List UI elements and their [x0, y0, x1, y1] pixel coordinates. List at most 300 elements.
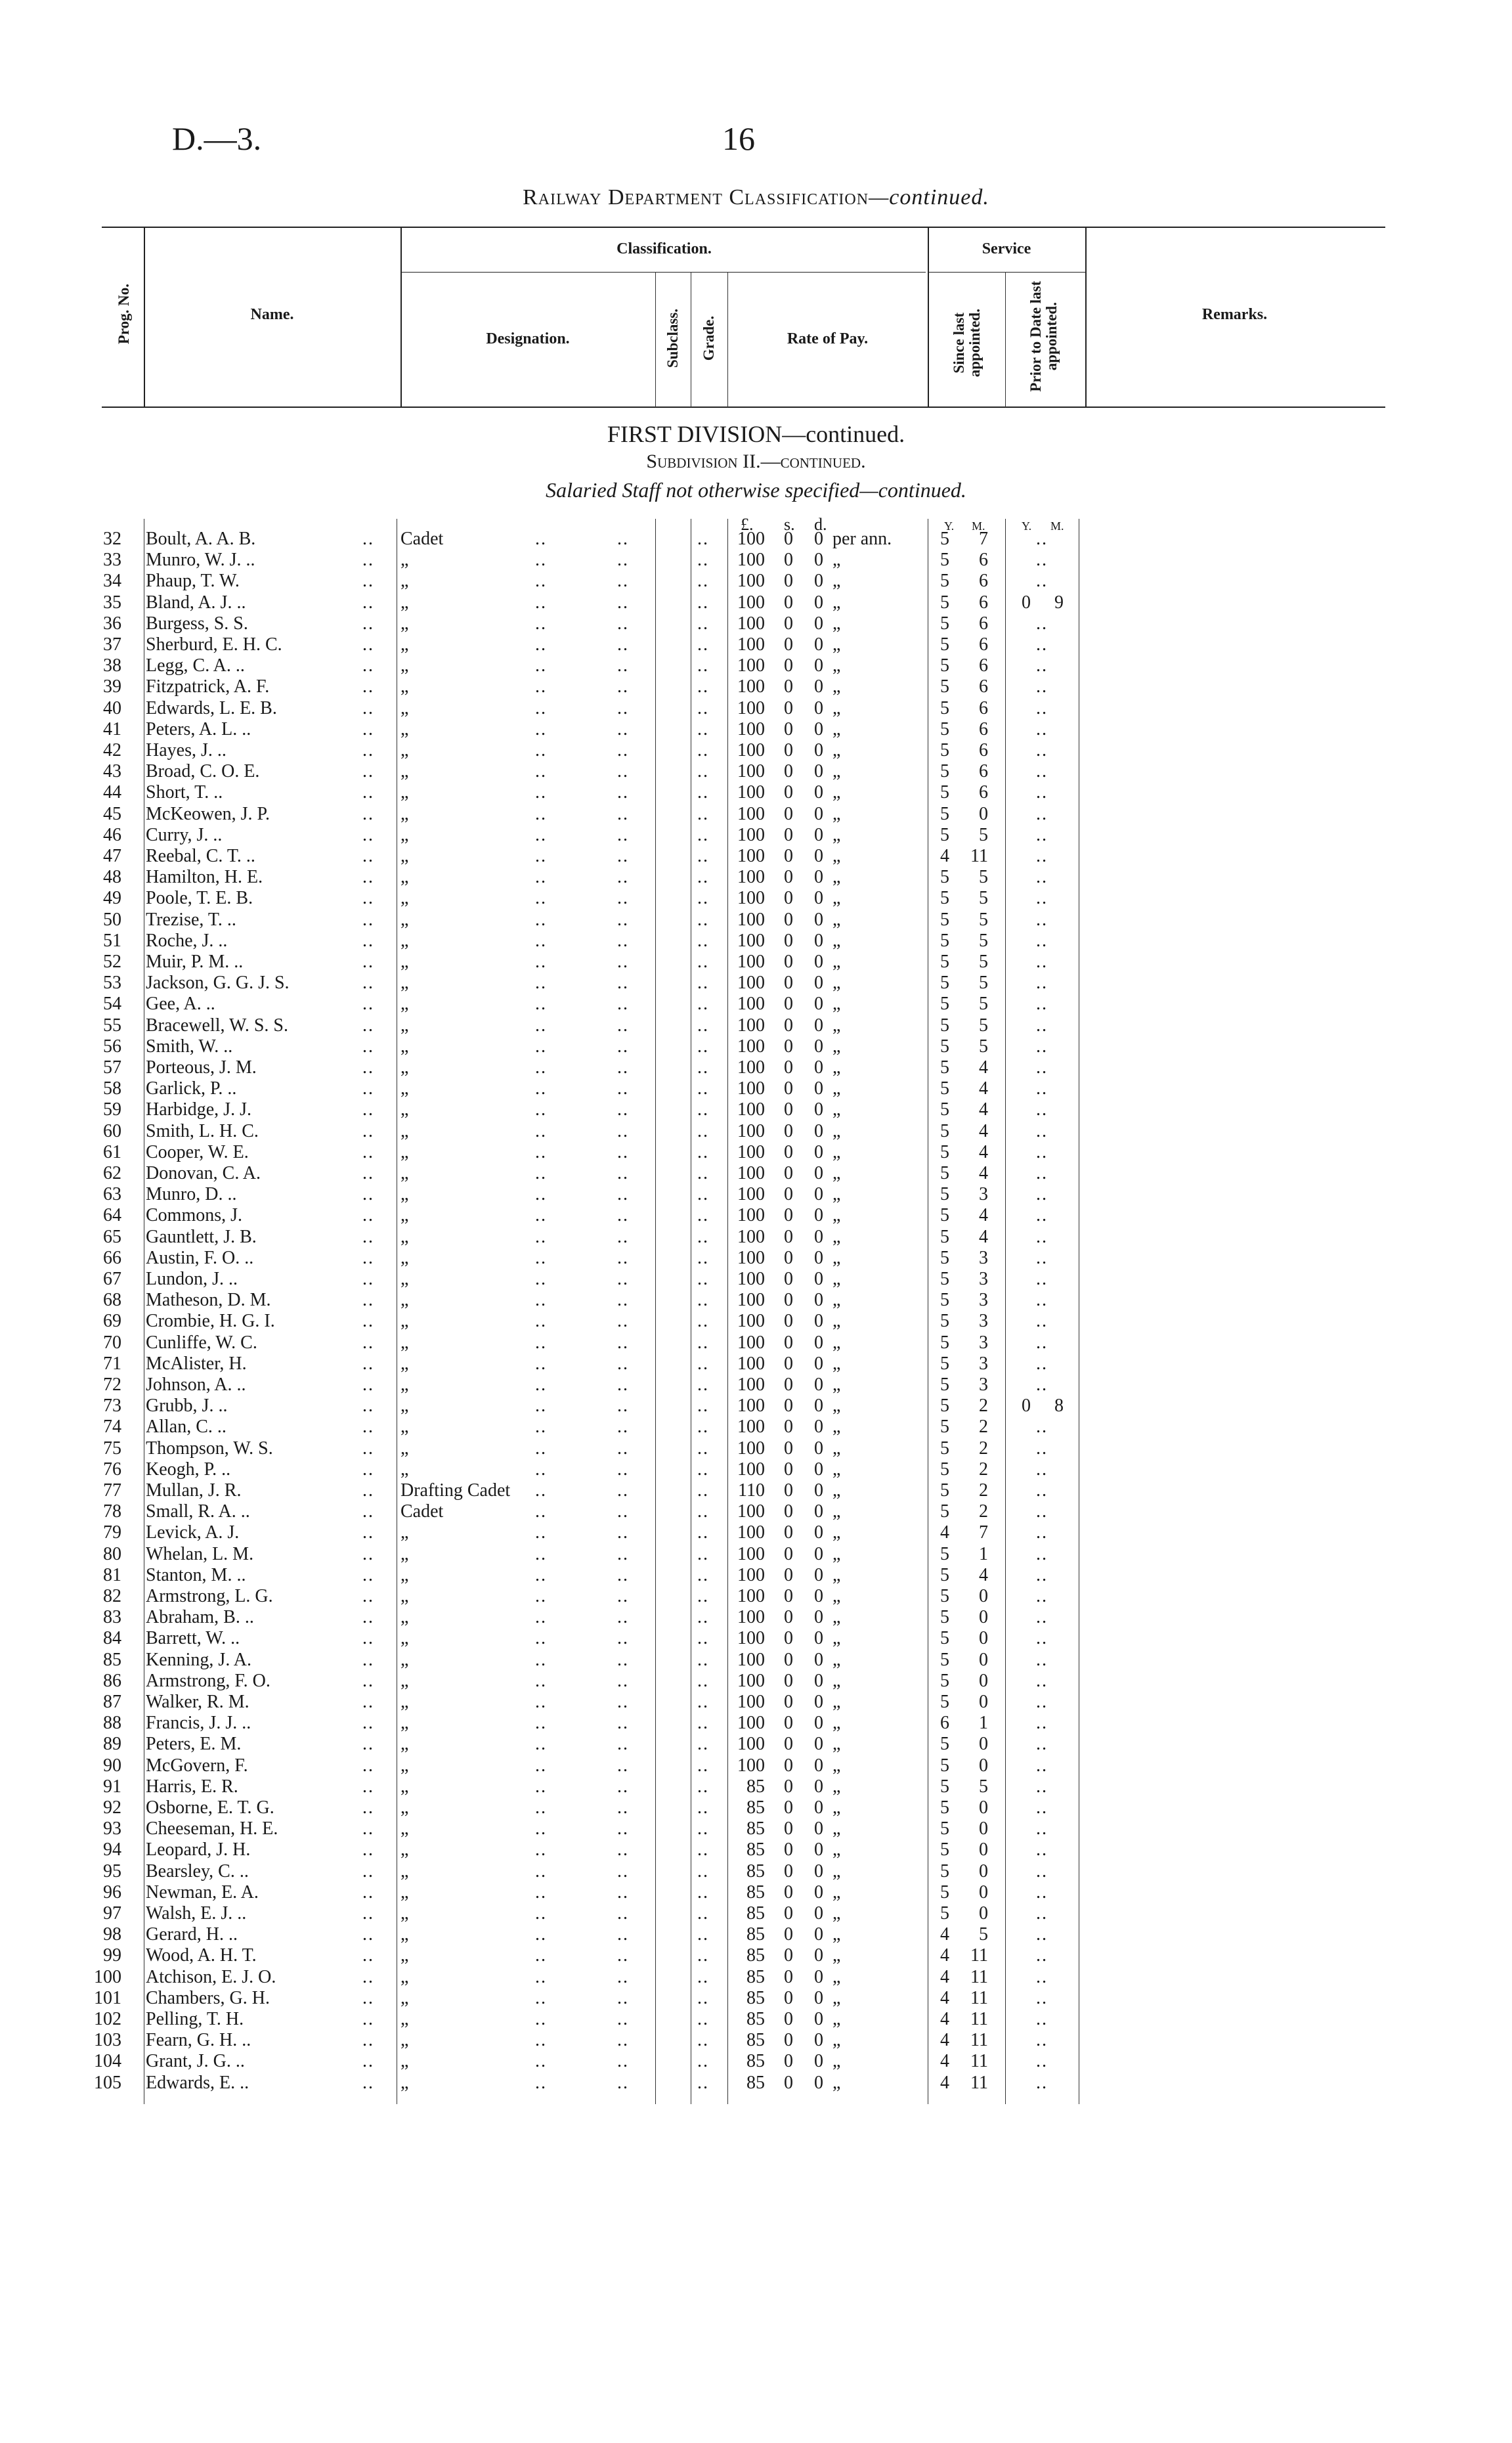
- prior-leader-dots: ..: [1036, 613, 1048, 634]
- rate-pence-cell: 0: [814, 930, 823, 951]
- designation-cell: „: [400, 1015, 409, 1036]
- designation-cell: Cadet: [400, 529, 444, 549]
- prior-leader-dots: ..: [1036, 1438, 1048, 1459]
- rate-pence-cell: 0: [814, 571, 823, 592]
- rate-pence-cell: 0: [814, 846, 823, 866]
- rate-pence-cell: 0: [814, 1755, 823, 1776]
- designation-cell: Cadet: [400, 1501, 444, 1522]
- name-leader-dots: ..: [362, 550, 374, 571]
- designation-cell: „: [400, 1184, 409, 1205]
- page-number: 16: [722, 120, 755, 157]
- designation-cell: „: [400, 550, 409, 571]
- table-row: [0, 1290, 1512, 1311]
- grade-leader-dots: ..: [697, 550, 709, 571]
- rate-pound-cell: 85: [746, 2030, 765, 2051]
- since-months-cell: 2: [979, 1396, 988, 1417]
- prog-no-cell: 80: [103, 1543, 121, 1564]
- name-cell: Donovan, C. A.: [146, 1163, 261, 1183]
- rate-pence-cell: 0: [814, 1036, 823, 1057]
- prior-months-cell: 9: [1054, 592, 1064, 613]
- designation-leader-dots: ..: [535, 1860, 547, 1882]
- name-leader-dots: ..: [362, 655, 374, 676]
- rate-pound-cell: 100: [737, 1099, 765, 1120]
- designation-cell: „: [400, 1543, 409, 1564]
- per-annum-ditto: „: [832, 1543, 841, 1564]
- designation-cell: „: [400, 2009, 409, 2029]
- name-leader-dots: ..: [362, 2030, 374, 2051]
- rate-pence-cell: 0: [814, 761, 823, 782]
- designation-leader-dots: ..: [617, 1839, 629, 1860]
- name-leader-dots: ..: [362, 1163, 374, 1183]
- prior-leader-dots: ..: [1036, 1607, 1048, 1628]
- unit-pence: d.: [814, 515, 827, 534]
- name-leader-dots: ..: [362, 1903, 374, 1924]
- designation-leader-dots: ..: [535, 1057, 547, 1078]
- prior-leader-dots: ..: [1036, 803, 1048, 824]
- since-months-cell: 5: [979, 909, 988, 930]
- table-row: [0, 698, 1512, 719]
- prog-no-cell: 89: [103, 1734, 121, 1755]
- designation-leader-dots: ..: [617, 1396, 629, 1417]
- name-leader-dots: ..: [362, 1438, 374, 1459]
- designation-leader-dots: ..: [617, 1120, 629, 1141]
- designation-leader-dots: ..: [617, 1564, 629, 1585]
- name-leader-dots: ..: [362, 1247, 374, 1268]
- rate-shilling-cell: 0: [784, 1755, 793, 1776]
- rate-shilling-cell: 0: [784, 888, 793, 909]
- prog-no-cell: 63: [103, 1184, 121, 1205]
- rate-shilling-cell: 0: [784, 655, 793, 676]
- table-row: [0, 1565, 1512, 1586]
- designation-leader-dots: ..: [535, 1205, 547, 1226]
- since-months-cell: 5: [979, 824, 988, 845]
- rate-shilling-cell: 0: [784, 1818, 793, 1839]
- rate-shilling-cell: 0: [784, 1290, 793, 1311]
- name-leader-dots: ..: [362, 2009, 374, 2029]
- prior-leader-dots: ..: [1036, 1163, 1048, 1183]
- name-cell: Jackson, G. G. J. S.: [146, 973, 290, 994]
- since-years-cell: 5: [940, 571, 949, 592]
- designation-cell: „: [400, 761, 409, 782]
- designation-leader-dots: ..: [535, 1776, 547, 1797]
- per-annum-ditto: „: [832, 994, 841, 1015]
- prior-leader-dots: ..: [1036, 1311, 1048, 1332]
- per-annum-ditto: „: [832, 1036, 841, 1057]
- prior-leader-dots: ..: [1036, 1860, 1048, 1882]
- name-cell: Gee, A. ..: [146, 994, 215, 1015]
- name-cell: Sherburd, E. H. C.: [146, 634, 282, 655]
- rate-pence-cell: 0: [814, 2009, 823, 2029]
- name-leader-dots: ..: [362, 973, 374, 994]
- grade-leader-dots: ..: [697, 1903, 709, 1924]
- prog-no-cell: 61: [103, 1141, 121, 1162]
- name-cell: Walker, R. M.: [146, 1692, 249, 1712]
- name-cell: Trezise, T. ..: [146, 909, 236, 930]
- name-cell: Small, R. A. ..: [146, 1501, 250, 1522]
- since-years-cell: 5: [940, 1332, 949, 1353]
- designation-leader-dots: ..: [535, 1078, 547, 1099]
- per-annum-ditto: „: [832, 2051, 841, 2072]
- prog-no-cell: 62: [103, 1163, 121, 1183]
- per-annum-ditto: „: [832, 930, 841, 951]
- designation-leader-dots: ..: [617, 1501, 629, 1522]
- rate-pound-cell: 85: [746, 1818, 765, 1839]
- rate-shilling-cell: 0: [784, 1501, 793, 1522]
- since-years-cell: 5: [940, 1839, 949, 1860]
- per-annum-ditto: „: [832, 1649, 841, 1670]
- designation-leader-dots: ..: [535, 1924, 547, 1945]
- designation-leader-dots: ..: [535, 740, 547, 760]
- name-leader-dots: ..: [362, 697, 374, 718]
- rate-shilling-cell: 0: [784, 846, 793, 866]
- prior-leader-dots: ..: [1036, 1015, 1048, 1036]
- grade-leader-dots: ..: [697, 1015, 709, 1036]
- designation-leader-dots: ..: [535, 1015, 547, 1036]
- table-row: [0, 592, 1512, 613]
- designation-cell: „: [400, 1057, 409, 1078]
- rate-pound-cell: 100: [737, 1015, 765, 1036]
- rate-shilling-cell: 0: [784, 1311, 793, 1332]
- designation-cell: „: [400, 1670, 409, 1691]
- prog-no-cell: 105: [94, 2072, 121, 2093]
- prior-leader-dots: ..: [1036, 973, 1048, 994]
- since-months-cell: 0: [979, 1839, 988, 1860]
- since-years-cell: 5: [940, 888, 949, 909]
- rate-pence-cell: 0: [814, 1924, 823, 1945]
- rate-pound-cell: 100: [737, 592, 765, 613]
- designation-cell: „: [400, 1438, 409, 1459]
- per-annum-ditto: „: [832, 1903, 841, 1924]
- rate-pence-cell: 0: [814, 888, 823, 909]
- per-annum-ditto: „: [832, 1734, 841, 1755]
- name-cell: Grubb, J. ..: [146, 1396, 228, 1417]
- table-row: [0, 1671, 1512, 1692]
- grade-leader-dots: ..: [697, 1670, 709, 1691]
- table-row: [0, 719, 1512, 740]
- designation-cell: „: [400, 1839, 409, 1860]
- prog-no-cell: 73: [103, 1396, 121, 1417]
- prior-leader-dots: ..: [1036, 1417, 1048, 1438]
- per-annum-ditto: „: [832, 1015, 841, 1036]
- designation-leader-dots: ..: [617, 2009, 629, 2029]
- since-months-cell: 0: [979, 1692, 988, 1712]
- since-months-cell: 11: [970, 2009, 988, 2029]
- since-years-cell: 5: [940, 1586, 949, 1606]
- prior-leader-dots: ..: [1036, 1670, 1048, 1691]
- rate-pence-cell: 0: [814, 1396, 823, 1417]
- name-cell: Francis, J. J. ..: [146, 1713, 251, 1734]
- designation-leader-dots: ..: [535, 1903, 547, 1924]
- name-cell: Barrett, W. ..: [146, 1628, 240, 1649]
- rate-shilling-cell: 0: [784, 1375, 793, 1395]
- rate-pound-cell: 100: [737, 1713, 765, 1734]
- designation-leader-dots: ..: [617, 1459, 629, 1480]
- table-row: [0, 1099, 1512, 1120]
- since-years-cell: 5: [940, 1311, 949, 1332]
- designation-leader-dots: ..: [617, 1543, 629, 1564]
- since-years-cell: 5: [940, 1099, 949, 1120]
- grade-leader-dots: ..: [697, 592, 709, 613]
- name-leader-dots: ..: [362, 1755, 374, 1776]
- name-leader-dots: ..: [362, 592, 374, 613]
- designation-leader-dots: ..: [617, 1903, 629, 1924]
- rate-pound-cell: 100: [737, 1184, 765, 1205]
- table-row: [0, 1163, 1512, 1184]
- table-row: [0, 2009, 1512, 2030]
- since-months-cell: 3: [979, 1247, 988, 1268]
- rate-pence-cell: 0: [814, 1797, 823, 1818]
- since-last-header: Since last appointed.: [950, 309, 983, 378]
- designation-cell: „: [400, 571, 409, 592]
- grade-leader-dots: ..: [697, 888, 709, 909]
- designation-leader-dots: ..: [535, 1396, 547, 1417]
- rate-pound-cell: 100: [737, 930, 765, 951]
- table-row: [0, 1396, 1512, 1417]
- name-leader-dots: ..: [362, 867, 374, 888]
- designation-leader-dots: ..: [617, 867, 629, 888]
- table-row: [0, 1544, 1512, 1565]
- table-row: [0, 1734, 1512, 1755]
- since-months-cell: 6: [979, 550, 988, 571]
- rate-pound-cell: 100: [737, 1311, 765, 1332]
- table-row: [0, 1205, 1512, 1226]
- since-years-cell: 5: [940, 1670, 949, 1691]
- prior-leader-dots: ..: [1036, 1459, 1048, 1480]
- rate-pound-cell: 100: [737, 676, 765, 697]
- name-leader-dots: ..: [362, 1120, 374, 1141]
- since-months-cell: 0: [979, 1797, 988, 1818]
- per-annum-ditto: „: [832, 613, 841, 634]
- designation-leader-dots: ..: [617, 846, 629, 866]
- per-annum-ditto: „: [832, 2030, 841, 2051]
- since-years-cell: 5: [940, 529, 949, 549]
- grade-leader-dots: ..: [697, 1882, 709, 1903]
- name-leader-dots: ..: [362, 1417, 374, 1438]
- designation-cell: „: [400, 634, 409, 655]
- since-years-cell: 5: [940, 1501, 949, 1522]
- since-years-cell: 5: [940, 1882, 949, 1903]
- table-row: [0, 804, 1512, 825]
- since-years-cell: 5: [940, 1797, 949, 1818]
- per-annum-ditto: „: [832, 888, 841, 909]
- prog-no-cell: 98: [103, 1924, 121, 1945]
- table-row: [0, 1121, 1512, 1142]
- rate-pence-cell: 0: [814, 1607, 823, 1628]
- designation-cell: Drafting Cadet: [400, 1480, 511, 1501]
- per-annum-ditto: „: [832, 1797, 841, 1818]
- prog-no-cell: 46: [103, 824, 121, 845]
- table-row: [0, 1269, 1512, 1290]
- since-years-cell: 4: [940, 2072, 949, 2093]
- prior-leader-dots: ..: [1036, 1290, 1048, 1311]
- rate-shilling-cell: 0: [784, 550, 793, 571]
- subclass-header: Subclass.: [664, 309, 681, 368]
- rate-pound-cell: 85: [746, 1860, 765, 1882]
- since-years-cell: 5: [940, 1015, 949, 1036]
- grade-leader-dots: ..: [697, 1247, 709, 1268]
- prog-no-cell: 94: [103, 1839, 121, 1860]
- prog-no-cell: 66: [103, 1247, 121, 1268]
- name-leader-dots: ..: [362, 529, 374, 549]
- designation-leader-dots: ..: [535, 613, 547, 634]
- rate-pence-cell: 0: [814, 2072, 823, 2093]
- rate-pound-cell: 100: [737, 1205, 765, 1226]
- table-row: [0, 740, 1512, 761]
- rate-pence-cell: 0: [814, 1480, 823, 1501]
- rate-pound-cell: 100: [737, 973, 765, 994]
- per-annum-ditto: „: [832, 718, 841, 739]
- prog-no-cell: 81: [103, 1564, 121, 1585]
- prior-leader-dots: ..: [1036, 909, 1048, 930]
- table-row: [0, 1227, 1512, 1248]
- grade-leader-dots: ..: [697, 1522, 709, 1543]
- designation-leader-dots: ..: [535, 1818, 547, 1839]
- since-years-cell: 5: [940, 1649, 949, 1670]
- table-row: [0, 1057, 1512, 1078]
- document-reference: D.—3.: [172, 120, 262, 157]
- name-cell: Chambers, G. H.: [146, 1987, 270, 2008]
- name-leader-dots: ..: [362, 1353, 374, 1374]
- table-row: [0, 2051, 1512, 2072]
- since-years-cell: 5: [940, 930, 949, 951]
- per-annum-ditto: „: [832, 1966, 841, 1987]
- name-leader-dots: ..: [362, 952, 374, 972]
- name-cell: Gerard, H. ..: [146, 1924, 238, 1945]
- table-row: [0, 1248, 1512, 1269]
- table-row: [0, 1650, 1512, 1671]
- per-annum-ditto: „: [832, 1269, 841, 1289]
- since-months-cell: 4: [979, 1078, 988, 1099]
- prior-leader-dots: ..: [1036, 1945, 1048, 1966]
- prior-leader-dots: ..: [1036, 930, 1048, 951]
- rate-shilling-cell: 0: [784, 1078, 793, 1099]
- prior-leader-dots: ..: [1036, 1776, 1048, 1797]
- rate-pound-cell: 100: [737, 1649, 765, 1670]
- since-months-cell: 5: [979, 1776, 988, 1797]
- designation-leader-dots: ..: [535, 1755, 547, 1776]
- per-annum-ditto: „: [832, 1353, 841, 1374]
- prior-leader-dots: ..: [1036, 1734, 1048, 1755]
- prog-no-cell: 67: [103, 1269, 121, 1289]
- name-cell: Austin, F. O. ..: [146, 1247, 254, 1268]
- since-months-cell: 11: [970, 2030, 988, 2051]
- rate-pound-cell: 100: [737, 550, 765, 571]
- since-years-cell: 5: [940, 1438, 949, 1459]
- since-years-cell: 5: [940, 592, 949, 613]
- designation-leader-dots: ..: [535, 803, 547, 824]
- designation-leader-dots: ..: [617, 973, 629, 994]
- designation-leader-dots: ..: [617, 529, 629, 549]
- per-annum-ditto: „: [832, 1713, 841, 1734]
- table-row: [0, 2030, 1512, 2051]
- per-annum-ditto: „: [832, 592, 841, 613]
- designation-cell: „: [400, 1332, 409, 1353]
- designation-leader-dots: ..: [535, 676, 547, 697]
- per-annum-ditto: „: [832, 1311, 841, 1332]
- rate-pence-cell: 0: [814, 782, 823, 803]
- prog-no-cell: 49: [103, 888, 121, 909]
- since-months-cell: 11: [970, 1966, 988, 1987]
- since-years-cell: 5: [940, 1036, 949, 1057]
- designation-leader-dots: ..: [535, 930, 547, 951]
- rate-pence-cell: 0: [814, 1417, 823, 1438]
- since-months-cell: 11: [970, 1987, 988, 2008]
- name-leader-dots: ..: [362, 1607, 374, 1628]
- table-row: [0, 571, 1512, 592]
- name-leader-dots: ..: [362, 1586, 374, 1606]
- rate-pound-cell: 100: [737, 1332, 765, 1353]
- name-leader-dots: ..: [362, 1692, 374, 1712]
- since-years-cell: 4: [940, 2030, 949, 2051]
- rate-pound-cell: 100: [737, 1417, 765, 1438]
- prog-no-cell: 91: [103, 1776, 121, 1797]
- designation-cell: „: [400, 1966, 409, 1987]
- prior-leader-dots: ..: [1036, 1628, 1048, 1649]
- name-leader-dots: ..: [362, 1501, 374, 1522]
- since-years-cell: 5: [940, 1290, 949, 1311]
- name-cell: Armstrong, L. G.: [146, 1586, 273, 1606]
- name-leader-dots: ..: [362, 1713, 374, 1734]
- name-leader-dots: ..: [362, 1099, 374, 1120]
- rate-pound-cell: 100: [737, 529, 765, 549]
- designation-cell: „: [400, 1205, 409, 1226]
- prior-leader-dots: ..: [1036, 1713, 1048, 1734]
- table-row: [0, 1776, 1512, 1797]
- table-row: [0, 994, 1512, 1015]
- since-years-cell: 4: [940, 1966, 949, 1987]
- designation-leader-dots: ..: [617, 930, 629, 951]
- name-leader-dots: ..: [362, 1184, 374, 1205]
- since-years-cell: 5: [940, 1057, 949, 1078]
- designation-leader-dots: ..: [617, 1797, 629, 1818]
- designation-cell: „: [400, 1903, 409, 1924]
- unit-since-months: M.: [972, 519, 985, 533]
- grade-leader-dots: ..: [697, 1966, 709, 1987]
- prog-no-cell: 93: [103, 1818, 121, 1839]
- prog-no-cell: 95: [103, 1860, 121, 1882]
- prog-no-cell: 57: [103, 1057, 121, 1078]
- since-months-cell: 6: [979, 676, 988, 697]
- rate-pound-cell: 100: [737, 1501, 765, 1522]
- designation-cell: „: [400, 1417, 409, 1438]
- since-years-cell: 5: [940, 1353, 949, 1374]
- name-leader-dots: ..: [362, 718, 374, 739]
- rate-pence-cell: 0: [814, 803, 823, 824]
- rate-pound-cell: 100: [737, 1607, 765, 1628]
- prior-leader-dots: ..: [1036, 1987, 1048, 2008]
- rate-of-pay-header: Rate of Pay.: [787, 330, 869, 347]
- rate-pound-cell: 100: [737, 1734, 765, 1755]
- designation-leader-dots: ..: [535, 1987, 547, 2008]
- designation-leader-dots: ..: [617, 1607, 629, 1628]
- rate-shilling-cell: 0: [784, 1036, 793, 1057]
- grade-leader-dots: ..: [697, 1078, 709, 1099]
- unit-since-years: Y.: [944, 519, 955, 533]
- since-months-cell: 4: [979, 1226, 988, 1247]
- designation-leader-dots: ..: [535, 571, 547, 592]
- designation-leader-dots: ..: [535, 1882, 547, 1903]
- name-cell: Smith, W. ..: [146, 1036, 233, 1057]
- designation-leader-dots: ..: [617, 888, 629, 909]
- grade-leader-dots: ..: [697, 697, 709, 718]
- table-row: [0, 1184, 1512, 1205]
- rate-shilling-cell: 0: [784, 952, 793, 972]
- since-years-cell: 5: [940, 1755, 949, 1776]
- rate-pound-cell: 100: [737, 1247, 765, 1268]
- per-annum-ditto: „: [832, 1924, 841, 1945]
- service-header: Service: [982, 240, 1031, 257]
- rate-pence-cell: 0: [814, 1247, 823, 1268]
